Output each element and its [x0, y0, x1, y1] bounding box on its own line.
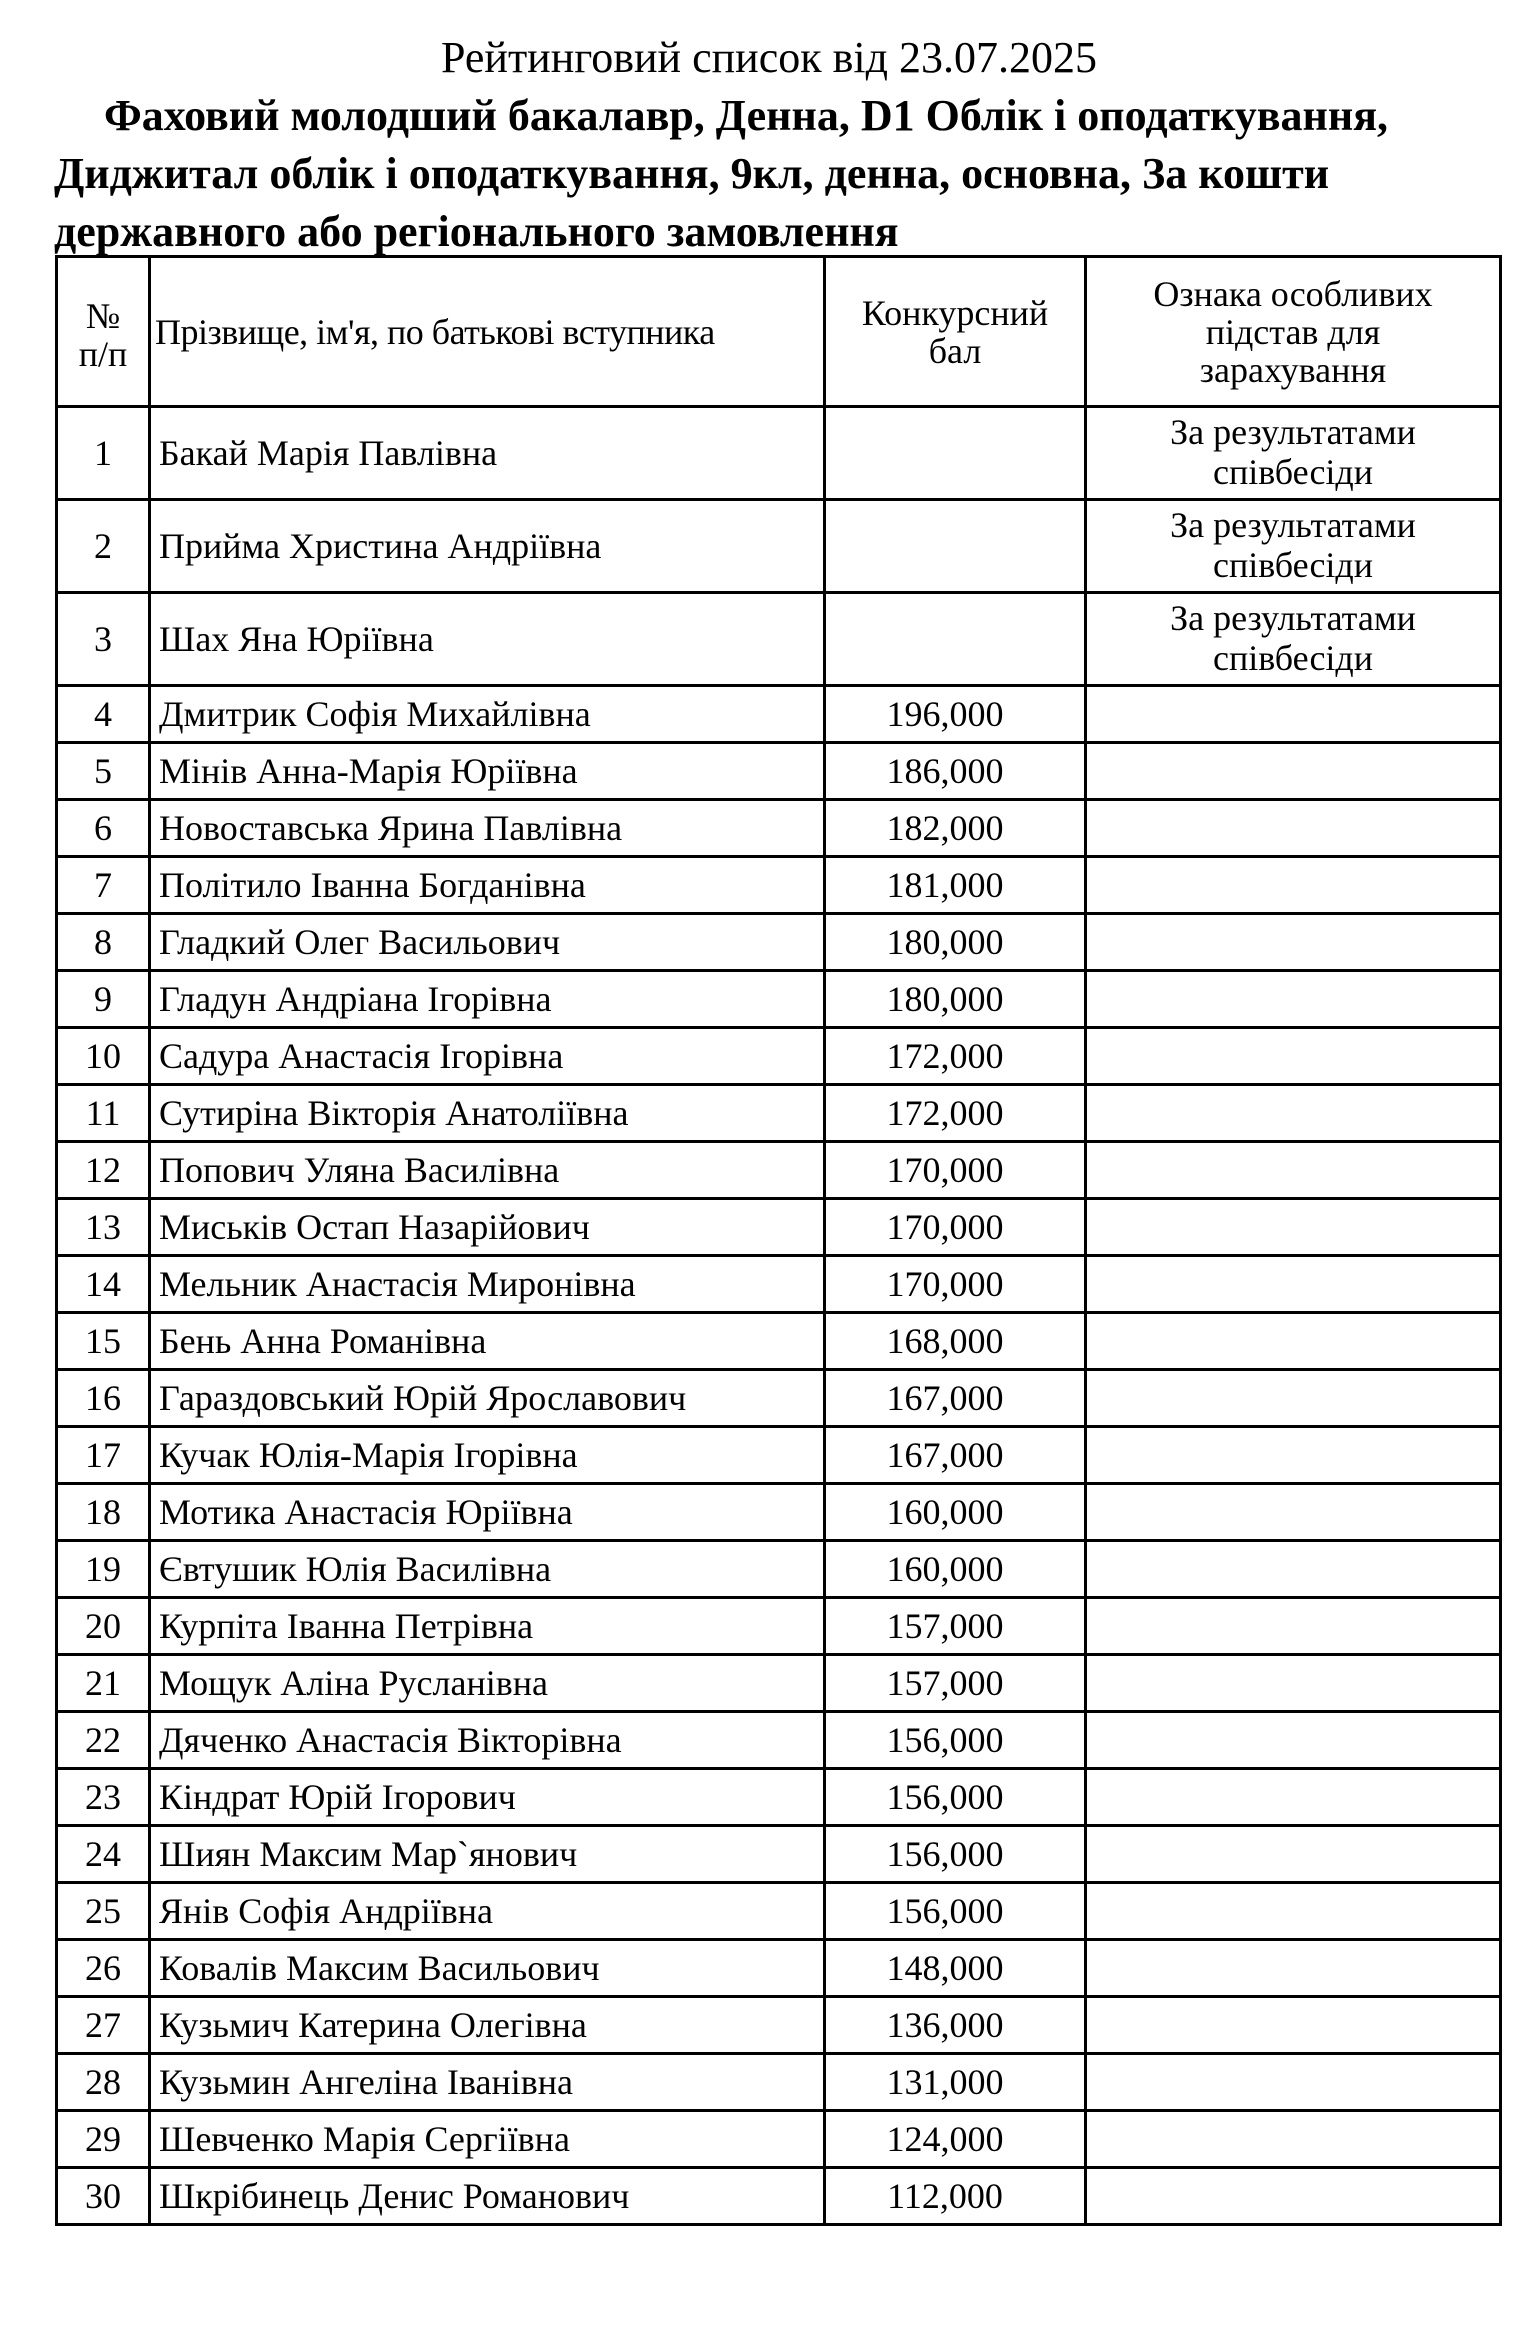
special-basis: [1086, 1370, 1501, 1427]
special-basis: [1086, 1256, 1501, 1313]
competitive-score: 167,000: [825, 1427, 1086, 1484]
competitive-score: 160,000: [825, 1541, 1086, 1598]
applicant-name: Гараздовський Юрій Ярославович: [150, 1370, 825, 1427]
applicant-name: Сутиріна Вікторія Анатоліївна: [150, 1085, 825, 1142]
competitive-score: 180,000: [825, 971, 1086, 1028]
applicant-name: Мощук Аліна Русланівна: [150, 1655, 825, 1712]
competitive-score: 156,000: [825, 1883, 1086, 1940]
table-row: [57, 1883, 1501, 1940]
table-row: [57, 857, 1501, 914]
row-number: 28: [57, 2054, 150, 2111]
special-basis: [1086, 1997, 1501, 2054]
table-row: [57, 1484, 1501, 1541]
competitive-score: 157,000: [825, 1655, 1086, 1712]
special-basis: [1086, 1085, 1501, 1142]
header-score-line2: бал: [928, 330, 982, 371]
competitive-score: 180,000: [825, 914, 1086, 971]
row-number: 5: [57, 743, 150, 800]
row-number: 2: [57, 500, 150, 593]
competitive-score: 131,000: [825, 2054, 1086, 2111]
table-row: [57, 1997, 1501, 2054]
table-row: [57, 1712, 1501, 1769]
table-row: [57, 1142, 1501, 1199]
applicant-name: Кузьмин Ангеліна Іванівна: [150, 2054, 825, 2111]
special-basis: [1086, 1427, 1501, 1484]
header-score-line1: Конкурсний: [861, 292, 1049, 333]
special-basis: [1086, 1142, 1501, 1199]
special-basis-line1: За результатами: [1170, 412, 1416, 452]
table-row: [57, 1427, 1501, 1484]
special-basis-line1: За результатами: [1170, 598, 1416, 638]
special-basis-line2: співбесіди: [1212, 452, 1374, 492]
special-basis: [1086, 1484, 1501, 1541]
row-number: 4: [57, 686, 150, 743]
applicant-name: Шевченко Марія Сергіївна: [150, 2111, 825, 2168]
applicant-name: Євтушик Юлія Василівна: [150, 1541, 825, 1598]
table-row: [57, 743, 1501, 800]
table-body: [57, 407, 1501, 2225]
row-number: 24: [57, 1826, 150, 1883]
applicant-name: Прийма Христина Андріївна: [150, 500, 825, 593]
special-basis: [1086, 1598, 1501, 1655]
table-row: [57, 1313, 1501, 1370]
rating-table: [55, 255, 1502, 2226]
page-subtitle: Фаховий молодший бакалавр, Денна, D1 Облік і оподаткування, Диджитал облік і оподаткування, 9кл, денна, основна, За кошти державного або регіонального замовлення: [54, 91, 1389, 256]
special-basis: [1086, 1940, 1501, 1997]
row-number: 10: [57, 1028, 150, 1085]
header-basis-line1: Ознака особливих: [1153, 273, 1433, 314]
row-number: 26: [57, 1940, 150, 1997]
special-basis: [1086, 407, 1501, 500]
table-row: [57, 1655, 1501, 1712]
table-row: [57, 500, 1501, 593]
competitive-score: 167,000: [825, 1370, 1086, 1427]
special-basis: [1086, 1313, 1501, 1370]
table-row: [57, 593, 1501, 686]
header-number-line1: №: [85, 295, 121, 336]
row-number: 23: [57, 1769, 150, 1826]
table-row: [57, 971, 1501, 1028]
special-basis: [1086, 500, 1501, 593]
applicant-name: Попович Уляна Василівна: [150, 1142, 825, 1199]
table-row: [57, 1256, 1501, 1313]
row-number: 12: [57, 1142, 150, 1199]
row-number: 19: [57, 1541, 150, 1598]
table-row: [57, 800, 1501, 857]
applicant-name: Садура Анастасія Ігорівна: [150, 1028, 825, 1085]
applicant-name: Дмитрик Софія Михайлівна: [150, 686, 825, 743]
row-number: 7: [57, 857, 150, 914]
competitive-score: 156,000: [825, 1712, 1086, 1769]
competitive-score: [825, 593, 1086, 686]
special-basis: [1086, 2054, 1501, 2111]
competitive-score: 172,000: [825, 1028, 1086, 1085]
row-number: 17: [57, 1427, 150, 1484]
table-row: [57, 1826, 1501, 1883]
applicant-name: Шкрібинець Денис Романович: [150, 2168, 825, 2225]
applicant-name: Мінів Анна-Марія Юріївна: [150, 743, 825, 800]
competitive-score: 160,000: [825, 1484, 1086, 1541]
special-basis: [1086, 593, 1501, 686]
special-basis: [1086, 914, 1501, 971]
table-row: [57, 1769, 1501, 1826]
table-row: [57, 2054, 1501, 2111]
table-row: [57, 914, 1501, 971]
table-row: [57, 1598, 1501, 1655]
row-number: 18: [57, 1484, 150, 1541]
table-row: [57, 1370, 1501, 1427]
special-basis-line1: За результатами: [1170, 505, 1416, 545]
applicant-name: Мельник Анастасія Миронівна: [150, 1256, 825, 1313]
table-row: [57, 1199, 1501, 1256]
header-number-line2: п/п: [78, 333, 128, 374]
competitive-score: [825, 407, 1086, 500]
row-number: 14: [57, 1256, 150, 1313]
header-basis-line3: зарахування: [1199, 349, 1387, 390]
row-number: 13: [57, 1199, 150, 1256]
special-basis: [1086, 1883, 1501, 1940]
table-row: [57, 1028, 1501, 1085]
special-basis: [1086, 2111, 1501, 2168]
table-header-row: [57, 257, 1501, 407]
special-basis: [1086, 1769, 1501, 1826]
row-number: 15: [57, 1313, 150, 1370]
table-row: [57, 1085, 1501, 1142]
competitive-score: 157,000: [825, 1598, 1086, 1655]
competitive-score: 148,000: [825, 1940, 1086, 1997]
applicant-name: Бакай Марія Павлівна: [150, 407, 825, 500]
special-basis: [1086, 1541, 1501, 1598]
special-basis: [1086, 800, 1501, 857]
competitive-score: 136,000: [825, 1997, 1086, 2054]
table-row: [57, 407, 1501, 500]
special-basis: [1086, 1028, 1501, 1085]
page-title: Рейтинговий список від 23.07.2025: [440, 33, 1098, 82]
row-number: 16: [57, 1370, 150, 1427]
special-basis: [1086, 1826, 1501, 1883]
competitive-score: 186,000: [825, 743, 1086, 800]
row-number: 25: [57, 1883, 150, 1940]
competitive-score: 182,000: [825, 800, 1086, 857]
competitive-score: 196,000: [825, 686, 1086, 743]
row-number: 8: [57, 914, 150, 971]
table-row: [57, 1541, 1501, 1598]
special-basis: [1086, 1199, 1501, 1256]
header-basis-line2: підстав для: [1205, 311, 1381, 352]
special-basis: [1086, 1655, 1501, 1712]
special-basis: [1086, 2168, 1501, 2225]
applicant-name: Янів Софія Андріївна: [150, 1883, 825, 1940]
row-number: 6: [57, 800, 150, 857]
special-basis-line2: співбесіди: [1212, 545, 1374, 585]
special-basis: [1086, 1712, 1501, 1769]
applicant-name: Мотика Анастасія Юріївна: [150, 1484, 825, 1541]
header-name: [150, 257, 825, 407]
competitive-score: 112,000: [825, 2168, 1086, 2225]
applicant-name: Ковалів Максим Васильович: [150, 1940, 825, 1997]
applicant-name: Бень Анна Романівна: [150, 1313, 825, 1370]
competitive-score: 170,000: [825, 1142, 1086, 1199]
row-number: 29: [57, 2111, 150, 2168]
applicant-name: Гладун Андріана Ігорівна: [150, 971, 825, 1028]
table-row: [57, 2168, 1501, 2225]
competitive-score: 172,000: [825, 1085, 1086, 1142]
competitive-score: 168,000: [825, 1313, 1086, 1370]
row-number: 27: [57, 1997, 150, 2054]
special-basis: [1086, 686, 1501, 743]
special-basis: [1086, 857, 1501, 914]
applicant-name: Дяченко Анастасія Вікторівна: [150, 1712, 825, 1769]
row-number: 3: [57, 593, 150, 686]
applicant-name: Шиян Максим Мар`янович: [150, 1826, 825, 1883]
applicant-name: Миськів Остап Назарійович: [150, 1199, 825, 1256]
table-row: [57, 2111, 1501, 2168]
special-basis: [1086, 971, 1501, 1028]
special-basis: [1086, 743, 1501, 800]
row-number: 20: [57, 1598, 150, 1655]
competitive-score: 181,000: [825, 857, 1086, 914]
row-number: 9: [57, 971, 150, 1028]
applicant-name: Кучак Юлія-Марія Ігорівна: [150, 1427, 825, 1484]
applicant-name: Шах Яна Юріївна: [150, 593, 825, 686]
row-number: 30: [57, 2168, 150, 2225]
special-basis-line2: співбесіди: [1212, 638, 1374, 678]
applicant-name: Кіндрат Юрій Ігорович: [150, 1769, 825, 1826]
competitive-score: 170,000: [825, 1256, 1086, 1313]
row-number: 11: [57, 1085, 150, 1142]
competitive-score: 156,000: [825, 1769, 1086, 1826]
applicant-name: Політило Іванна Богданівна: [150, 857, 825, 914]
applicant-name: Новоставська Ярина Павлівна: [150, 800, 825, 857]
header-number: [57, 257, 150, 407]
competitive-score: 156,000: [825, 1826, 1086, 1883]
header-name-label: Прізвище, ім'я, по батькові вступника: [155, 311, 715, 352]
header-score: [825, 257, 1086, 407]
applicant-name: Курпіта Іванна Петрівна: [150, 1598, 825, 1655]
row-number: 21: [57, 1655, 150, 1712]
applicant-name: Кузьмич Катерина Олегівна: [150, 1997, 825, 2054]
competitive-score: 170,000: [825, 1199, 1086, 1256]
competitive-score: 124,000: [825, 2111, 1086, 2168]
competitive-score: [825, 500, 1086, 593]
row-number: 22: [57, 1712, 150, 1769]
applicant-name: Гладкий Олег Васильович: [150, 914, 825, 971]
table-row: [57, 686, 1501, 743]
header-basis: [1086, 257, 1501, 407]
table-row: [57, 1940, 1501, 1997]
row-number: 1: [57, 407, 150, 500]
